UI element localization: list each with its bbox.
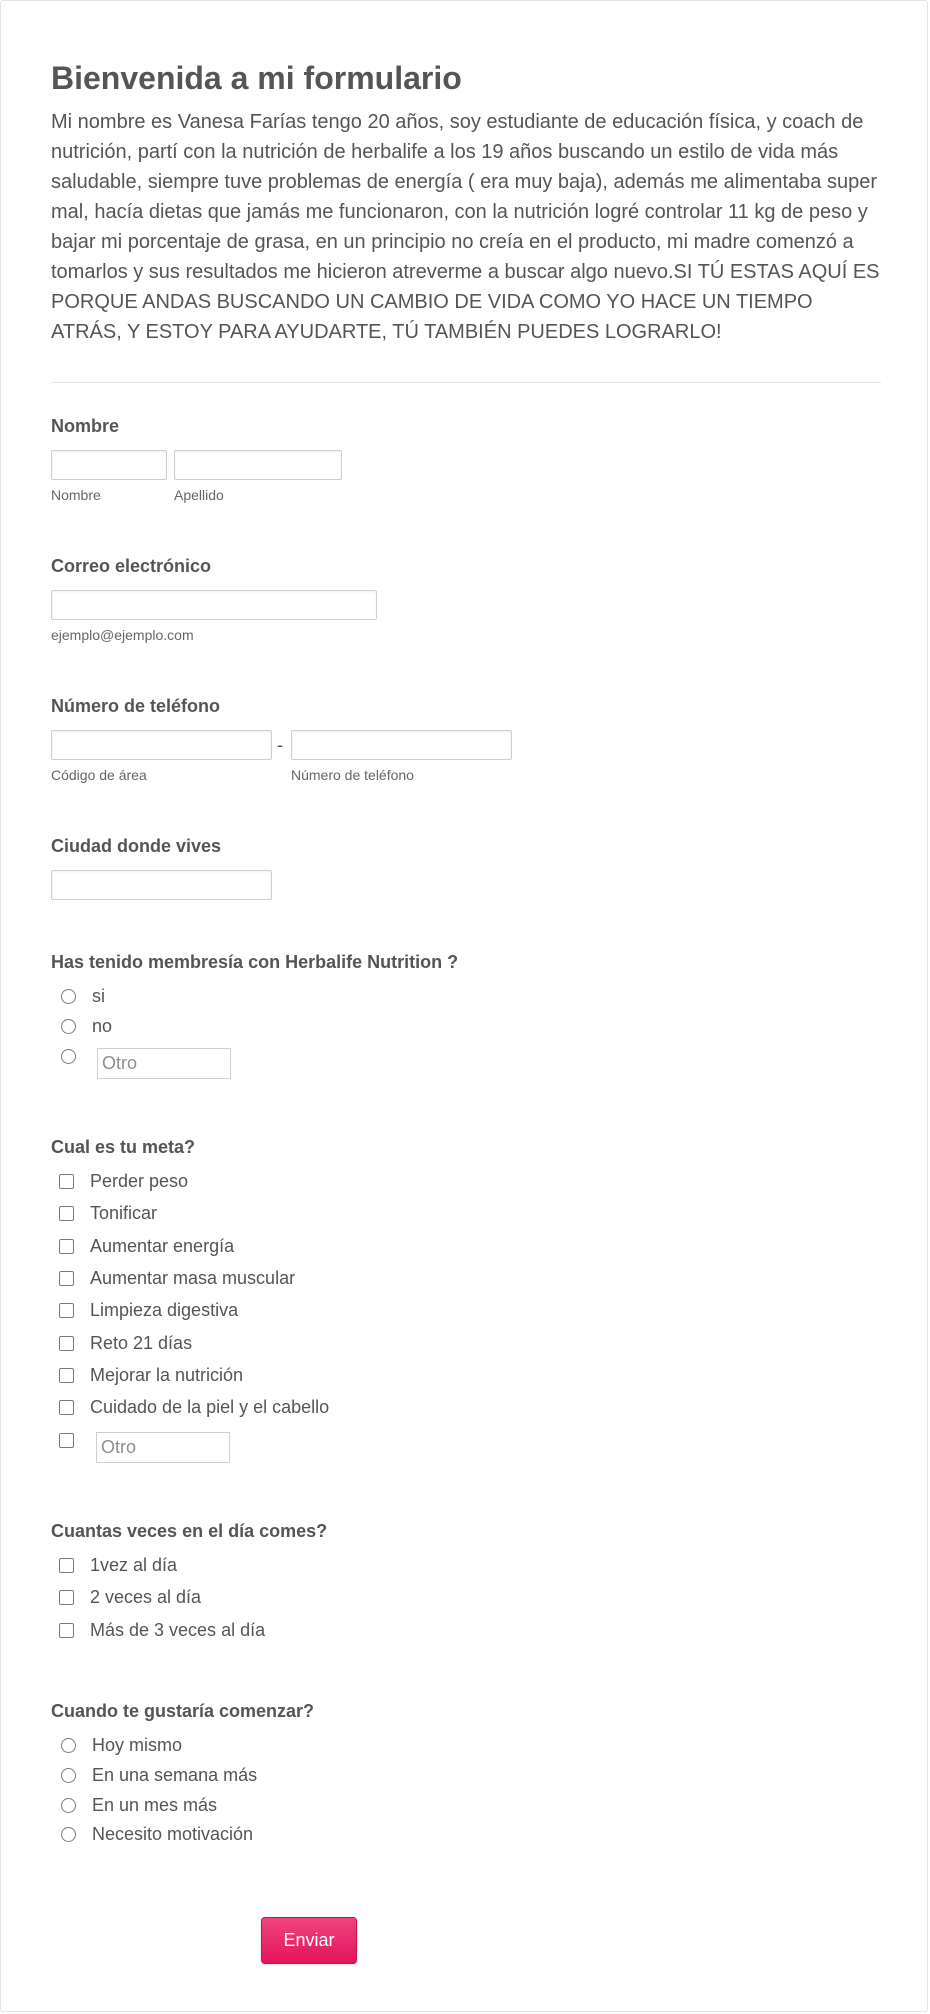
goal-option-masa-muscular[interactable] xyxy=(59,1267,295,1289)
meals-option-1[interactable] xyxy=(59,1554,177,1576)
submit-button[interactable]: Enviar xyxy=(261,1917,357,1964)
membership-label: Has tenido membresía con Herbalife Nutrition ? xyxy=(51,952,459,972)
goal-option-reto-21-dias[interactable] xyxy=(59,1332,192,1354)
option-label: 1vez al día xyxy=(90,1554,178,1575)
option-label: 2 veces al día xyxy=(90,1586,202,1607)
membership-option-other[interactable] xyxy=(61,1045,76,1067)
option-label: Perder peso xyxy=(90,1170,189,1191)
area-code-input[interactable] xyxy=(51,730,272,760)
start-option-motivacion[interactable] xyxy=(61,1823,253,1845)
radio-button[interactable] xyxy=(61,1049,76,1064)
option-label: Tonificar xyxy=(90,1202,158,1223)
option-label: Limpieza digestiva xyxy=(90,1299,239,1320)
goal-option-perder-peso[interactable] xyxy=(59,1170,188,1192)
radio-button[interactable] xyxy=(61,1827,76,1842)
phone-separator: - xyxy=(277,735,283,755)
option-label: Más de 3 veces al día xyxy=(90,1619,266,1640)
goal-label: Cual es tu meta? xyxy=(51,1137,196,1157)
email-sublabel: ejemplo@ejemplo.com xyxy=(51,627,194,643)
city-input[interactable] xyxy=(51,870,272,900)
goal-option-piel-cabello[interactable] xyxy=(59,1396,329,1418)
checkbox[interactable] xyxy=(59,1590,74,1605)
city-label: Ciudad donde vives xyxy=(51,836,222,856)
form-intro: Mi nombre es Vanesa Farías tengo 20 años, soy estudiante de educación física, y coach de nutrición, partí con la nutrición de herbalife a los 19 años buscando un estilo de vida más saludable, siempre tuve problemas de energía ( era muy baja), además me alimentaba super mal, hacía dietas que jamás me funcionaron, con la nutrición logré controlar 11 kg de peso y bajar mi porcentaje de grasa, en un principio no creía en el producto, mi madre comenzó a tomarlos y sus resultados me hicieron atreverme a buscar algo nuevo.SI TÚ ESTAS AQUÍ ES PORQUE ANDAS BUSCANDO UN CAMBIO DE VIDA COMO YO HACE UN TIEMPO ATRÁS, Y ESTOY PARA AYUDARTE, TÚ TAMBIÉN PUEDES LOGRARLO! xyxy=(51,111,880,343)
option-label: Mejorar la nutrición xyxy=(90,1364,244,1385)
option-label: Aumentar energía xyxy=(90,1235,235,1256)
email-input[interactable] xyxy=(51,590,377,620)
checkbox[interactable] xyxy=(59,1433,74,1448)
checkbox[interactable] xyxy=(59,1623,74,1638)
goal-option-other[interactable] xyxy=(59,1429,74,1451)
phone-number-input[interactable] xyxy=(291,730,512,760)
start-label: Cuando te gustaría comenzar? xyxy=(51,1701,315,1721)
meals-label: Cuantas veces en el día comes? xyxy=(51,1521,328,1541)
option-label: si xyxy=(92,985,105,1006)
membership-option-si[interactable] xyxy=(61,985,105,1007)
first-name-input[interactable] xyxy=(51,450,167,480)
name-label: Nombre xyxy=(51,416,120,436)
option-label: Cuidado de la piel y el cabello xyxy=(90,1396,330,1417)
goal-option-limpieza-digestiva[interactable] xyxy=(59,1299,238,1321)
goal-option-mejorar-nutricion[interactable] xyxy=(59,1364,243,1386)
first-name-sublabel: Nombre xyxy=(51,487,101,503)
phone-number-sublabel: Número de teléfono xyxy=(291,767,414,783)
radio-button[interactable] xyxy=(61,1738,76,1753)
option-label: Hoy mismo xyxy=(92,1734,183,1755)
option-label: no xyxy=(92,1015,113,1036)
start-option-hoy[interactable] xyxy=(61,1734,182,1756)
goal-option-tonificar[interactable] xyxy=(59,1202,157,1224)
goal-option-aumentar-energia[interactable] xyxy=(59,1235,234,1257)
radio-button[interactable] xyxy=(61,1768,76,1783)
radio-button[interactable] xyxy=(61,1798,76,1813)
goal-other-input[interactable] xyxy=(96,1432,230,1463)
meals-option-3[interactable] xyxy=(59,1619,265,1641)
radio-button[interactable] xyxy=(61,989,76,1004)
checkbox[interactable] xyxy=(59,1400,74,1415)
radio-button[interactable] xyxy=(61,1019,76,1034)
checkbox[interactable] xyxy=(59,1239,74,1254)
option-label: Necesito motivación xyxy=(92,1823,254,1844)
last-name-sublabel: Apellido xyxy=(174,487,224,503)
divider xyxy=(51,382,881,383)
membership-option-no[interactable] xyxy=(61,1015,112,1037)
meals-option-2[interactable] xyxy=(59,1586,201,1608)
checkbox[interactable] xyxy=(59,1174,74,1189)
checkbox[interactable] xyxy=(59,1558,74,1573)
checkbox[interactable] xyxy=(59,1303,74,1318)
option-label: Reto 21 días xyxy=(90,1332,193,1353)
option-label: En una semana más xyxy=(92,1764,258,1785)
last-name-input[interactable] xyxy=(174,450,342,480)
option-label: En un mes más xyxy=(92,1794,218,1815)
phone-label: Número de teléfono xyxy=(51,696,221,716)
membership-other-input[interactable] xyxy=(97,1048,231,1079)
checkbox[interactable] xyxy=(59,1271,74,1286)
start-option-semana[interactable] xyxy=(61,1764,257,1786)
form-title: Bienvenida a mi formulario xyxy=(51,60,462,96)
area-code-sublabel: Código de área xyxy=(51,767,147,783)
start-option-mes[interactable] xyxy=(61,1794,217,1816)
checkbox[interactable] xyxy=(59,1368,74,1383)
checkbox[interactable] xyxy=(59,1206,74,1221)
checkbox[interactable] xyxy=(59,1336,74,1351)
email-label: Correo electrónico xyxy=(51,556,212,576)
option-label: Aumentar masa muscular xyxy=(90,1267,296,1288)
